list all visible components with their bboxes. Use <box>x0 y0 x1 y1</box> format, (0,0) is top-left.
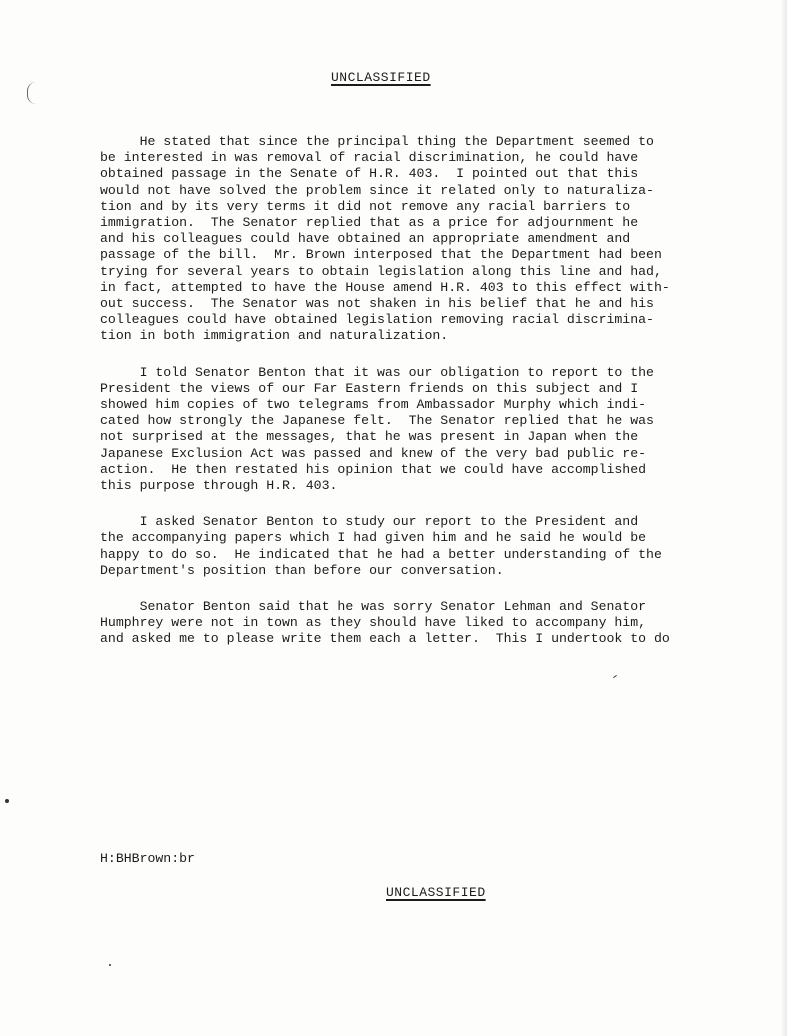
text-line: Department's position than before our conversation. <box>100 562 504 578</box>
text-line: cated how strongly the Japanese felt. The Senator replied that he was <box>100 413 654 429</box>
text-line: President the views of our Far Eastern friends on this subject and I <box>100 380 639 396</box>
text-line: would not have solved the problem since it related only to naturaliza- <box>100 182 654 198</box>
drafter-initials: H:BHBrown:br <box>100 851 195 866</box>
text-line: I told Senator Benton that it was our obligation to report to the <box>100 364 654 380</box>
text-line: happy to do so. He indicated that he had a better understanding of the <box>100 546 662 562</box>
text-line: passage of the bill. Mr. Brown interposed that the Department had been <box>100 247 662 263</box>
scan-speck <box>613 675 617 678</box>
paragraph-2 <box>100 365 680 495</box>
top-classification-marking: UNCLASSIFIED <box>331 70 431 85</box>
text-line: out success. The Senator was not shaken in his belief that he and his <box>100 296 654 312</box>
text-line: this purpose through H.R. 403. <box>100 478 338 494</box>
text-line: tion in both immigration and naturalization. <box>100 328 449 344</box>
text-line: be interested in was removal of racial discrimination, he could have <box>100 150 639 166</box>
text-line: He stated that since the principal thing the Department seemed to <box>100 134 654 149</box>
text-line: I asked Senator Benton to study our report to the President and <box>100 514 639 530</box>
page-edge-shadow <box>781 0 787 1036</box>
text-line: and his colleagues could have obtained an appropriate amendment and <box>100 231 631 247</box>
text-line: Japanese Exclusion Act was passed and knew of the very bad public re- <box>100 445 647 461</box>
text-line: obtained passage in the Senate of H.R. 403. I pointed out that this <box>100 166 639 182</box>
scan-speck <box>5 799 9 803</box>
text-line: Humphrey were not in town as they should have liked to accompany him, <box>100 615 647 631</box>
scan-speck <box>109 964 111 966</box>
text-line: action. He then restated his opinion that we could have accomplished <box>100 461 647 477</box>
paragraph-1 <box>100 134 680 345</box>
text-line: in fact, attempted to have the House amend H.R. 403 to this effect with- <box>100 279 670 295</box>
text-line: immigration. The Senator replied that as a price for adjournment he <box>100 215 639 231</box>
margin-bracket-mark <box>27 82 36 104</box>
text-line: colleagues could have obtained legislation removing racial discrimina- <box>100 312 654 328</box>
text-line: the accompanying papers which I had given him and he said he would be <box>100 530 647 546</box>
text-line: not surprised at the messages, that he was present in Japan when the <box>100 429 639 445</box>
text-line: and asked me to please write them each a letter. This I undertook to do <box>100 631 670 647</box>
text-line: Senator Benton said that he was sorry Senator Lehman and Senator <box>100 599 647 615</box>
paragraph-4 <box>100 599 680 648</box>
bottom-classification-marking: UNCLASSIFIED <box>386 885 486 900</box>
memo-body <box>100 134 680 668</box>
paragraph-3 <box>100 514 680 579</box>
text-line: trying for several years to obtain legislation along this line and had, <box>100 263 662 279</box>
text-line: tion and by its very terms it did not remove any racial barriers to <box>100 198 631 214</box>
text-line: showed him copies of two telegrams from Ambassador Murphy which indi- <box>100 397 647 413</box>
